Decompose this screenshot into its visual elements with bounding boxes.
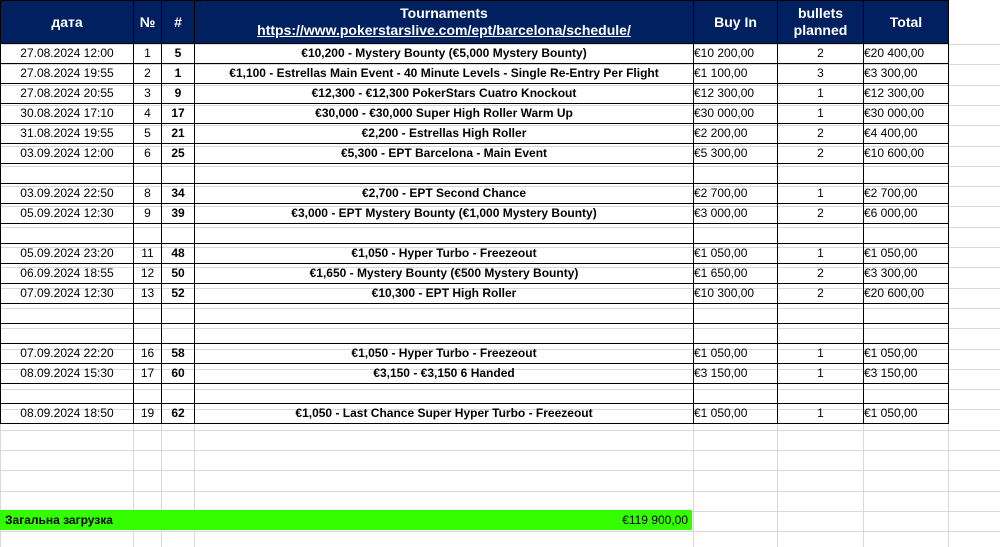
cell-buyin[interactable]: €3 000,00 — [694, 204, 778, 224]
cell-bullets[interactable] — [778, 224, 864, 244]
header-bullets[interactable] — [778, 1, 864, 44]
cell-bullets[interactable] — [778, 324, 864, 344]
gridline-horizontal — [0, 491, 1000, 492]
cell-number[interactable] — [134, 224, 162, 244]
table-row — [1, 104, 949, 124]
cell-buyin[interactable] — [694, 164, 778, 184]
cell-event-id[interactable]: 62 — [162, 404, 195, 424]
cell-event-id[interactable]: 58 — [162, 344, 195, 364]
cell-bullets[interactable]: 2 — [778, 44, 864, 64]
cell-date[interactable]: 31.08.2024 19:55 — [1, 124, 134, 144]
cell-total[interactable]: €3 300,00 — [864, 264, 949, 284]
cell-tournament-name[interactable]: €2,700 - EPT Second Chance — [195, 184, 694, 204]
table-row — [1, 144, 949, 164]
header-tournaments-title: Tournaments — [400, 5, 488, 21]
cell-tournament-name[interactable]: €10,300 - EPT High Roller — [195, 284, 694, 304]
header-event-id[interactable]: # — [162, 1, 195, 44]
cell-event-id[interactable]: 25 — [162, 144, 195, 164]
header-total[interactable]: Total — [864, 1, 949, 44]
cell-event-id[interactable]: 52 — [162, 284, 195, 304]
cell-total[interactable]: €2 700,00 — [864, 184, 949, 204]
cell-total[interactable]: €1 050,00 — [864, 244, 949, 264]
cell-number[interactable]: 19 — [134, 404, 162, 424]
cell-number[interactable] — [134, 324, 162, 344]
cell-tournament-name[interactable]: €1,050 - Hyper Turbo - Freezeout — [195, 244, 694, 264]
cell-number[interactable]: 4 — [134, 104, 162, 124]
cell-buyin[interactable]: €5 300,00 — [694, 144, 778, 164]
cell-buyin[interactable]: €3 150,00 — [694, 364, 778, 384]
cell-date[interactable] — [1, 164, 134, 184]
cell-date[interactable]: 27.08.2024 19:55 — [1, 64, 134, 84]
cell-number[interactable]: 13 — [134, 284, 162, 304]
cell-tournament-name[interactable]: €12,300 - €12,300 PokerStars Cuatro Knockout — [195, 84, 694, 104]
schedule-link[interactable]: https://www.pokerstarslive.com/ept/barcelona/schedule/ — [257, 22, 631, 38]
cell-buyin[interactable] — [694, 384, 778, 404]
cell-tournament-name[interactable]: €5,300 - EPT Barcelona - Main Event — [195, 144, 694, 164]
cell-buyin[interactable]: €1 050,00 — [694, 244, 778, 264]
cell-tournament-name[interactable]: €10,200 - Mystery Bounty (€5,000 Mystery Bounty) — [195, 44, 694, 64]
cell-event-id[interactable]: 5 — [162, 44, 195, 64]
cell-event-id[interactable]: 50 — [162, 264, 195, 284]
cell-buyin[interactable]: €1 650,00 — [694, 264, 778, 284]
cell-tournament-name[interactable]: €3,150 - €3,150 6 Handed — [195, 364, 694, 384]
cell-tournament-name[interactable]: €1,050 - Last Chance Super Hyper Turbo - Freezeout — [195, 404, 694, 424]
summary-total-value[interactable]: €119 900,00 — [622, 513, 688, 527]
cell-event-id[interactable]: 60 — [162, 364, 195, 384]
cell-event-id[interactable] — [162, 164, 195, 184]
cell-event-id[interactable]: 9 — [162, 84, 195, 104]
schedule-rows — [1, 44, 949, 424]
cell-buyin[interactable]: €12 300,00 — [694, 84, 778, 104]
table-row — [1, 204, 949, 224]
cell-buyin[interactable] — [694, 304, 778, 324]
cell-event-id[interactable]: 17 — [162, 104, 195, 124]
table-row — [1, 344, 949, 364]
header-buyin[interactable]: Buy In — [694, 1, 778, 44]
cell-buyin[interactable]: €10 300,00 — [694, 284, 778, 304]
cell-total[interactable] — [864, 304, 949, 324]
table-row — [1, 404, 949, 424]
cell-date[interactable]: 30.08.2024 17:10 — [1, 104, 134, 124]
cell-total[interactable] — [864, 384, 949, 404]
cell-total[interactable]: €4 400,00 — [864, 124, 949, 144]
header-bullets-line1: bullets — [797, 5, 844, 21]
cell-buyin[interactable]: €1 100,00 — [694, 64, 778, 84]
cell-date[interactable] — [1, 304, 134, 324]
header-bullets-line2: planned — [793, 22, 848, 38]
blank-row — [1, 164, 949, 184]
cell-bullets[interactable]: 1 — [778, 364, 864, 384]
table-row — [1, 64, 949, 84]
cell-date[interactable]: 05.09.2024 23:20 — [1, 244, 134, 264]
table-row — [1, 364, 949, 384]
table-row — [1, 244, 949, 264]
cell-total[interactable] — [864, 164, 949, 184]
cell-event-id[interactable]: 21 — [162, 124, 195, 144]
cell-tournament-name[interactable] — [195, 304, 694, 324]
cell-total[interactable]: €1 050,00 — [864, 344, 949, 364]
cell-number[interactable]: 5 — [134, 124, 162, 144]
cell-date[interactable]: 07.09.2024 22:20 — [1, 344, 134, 364]
header-row — [1, 1, 949, 44]
cell-bullets[interactable]: 1 — [778, 244, 864, 264]
cell-buyin[interactable]: €2 700,00 — [694, 184, 778, 204]
cell-event-id[interactable]: 1 — [162, 64, 195, 84]
cell-date[interactable] — [1, 224, 134, 244]
cell-number[interactable] — [134, 304, 162, 324]
cell-bullets[interactable]: 2 — [778, 124, 864, 144]
cell-bullets[interactable]: 2 — [778, 204, 864, 224]
cell-date[interactable]: 07.09.2024 12:30 — [1, 284, 134, 304]
cell-date[interactable]: 08.09.2024 18:50 — [1, 404, 134, 424]
header-number[interactable]: № — [134, 1, 162, 44]
cell-date[interactable]: 27.08.2024 20:55 — [1, 84, 134, 104]
cell-number[interactable]: 2 — [134, 64, 162, 84]
cell-total[interactable]: €3 150,00 — [864, 364, 949, 384]
cell-total[interactable]: €6 000,00 — [864, 204, 949, 224]
summary-label[interactable]: Загальна загрузка — [5, 513, 113, 527]
cell-tournament-name[interactable]: €1,650 - Mystery Bounty (€500 Mystery Bounty) — [195, 264, 694, 284]
cell-bullets[interactable]: 2 — [778, 144, 864, 164]
table-row — [1, 184, 949, 204]
cell-bullets[interactable]: 3 — [778, 64, 864, 84]
cell-event-id[interactable]: 39 — [162, 204, 195, 224]
cell-number[interactable]: 3 — [134, 84, 162, 104]
cell-date[interactable]: 27.08.2024 12:00 — [1, 44, 134, 64]
cell-buyin[interactable] — [694, 224, 778, 244]
cell-bullets[interactable]: 1 — [778, 344, 864, 364]
cell-event-id[interactable] — [162, 304, 195, 324]
cell-event-id[interactable]: 34 — [162, 184, 195, 204]
cell-date[interactable]: 03.09.2024 12:00 — [1, 144, 134, 164]
table-row — [1, 44, 949, 64]
cell-bullets[interactable]: 2 — [778, 264, 864, 284]
gridline-horizontal — [0, 450, 1000, 451]
blank-row — [1, 384, 949, 404]
cell-event-id[interactable] — [162, 384, 195, 404]
cell-number[interactable]: 11 — [134, 244, 162, 264]
cell-date[interactable]: 05.09.2024 12:30 — [1, 204, 134, 224]
cell-bullets[interactable] — [778, 384, 864, 404]
cell-number[interactable]: 1 — [134, 44, 162, 64]
table-row — [1, 284, 949, 304]
cell-date[interactable]: 03.09.2024 22:50 — [1, 184, 134, 204]
cell-buyin[interactable]: €1 050,00 — [694, 404, 778, 424]
cell-total[interactable]: €1 050,00 — [864, 404, 949, 424]
cell-bullets[interactable]: 2 — [778, 284, 864, 304]
blank-row — [1, 224, 949, 244]
table-row — [1, 264, 949, 284]
gridline-horizontal — [0, 531, 1000, 532]
cell-bullets[interactable]: 1 — [778, 84, 864, 104]
cell-tournament-name[interactable] — [195, 384, 694, 404]
cell-total[interactable]: €20 600,00 — [864, 284, 949, 304]
cell-event-id[interactable] — [162, 224, 195, 244]
cell-number[interactable] — [134, 164, 162, 184]
cell-tournament-name[interactable] — [195, 324, 694, 344]
cell-number[interactable]: 9 — [134, 204, 162, 224]
table-row — [1, 124, 949, 144]
cell-total[interactable]: €12 300,00 — [864, 84, 949, 104]
cell-buyin[interactable]: €30 000,00 — [694, 104, 778, 124]
blank-row — [1, 324, 949, 344]
cell-total[interactable]: €10 600,00 — [864, 144, 949, 164]
cell-tournament-name[interactable] — [195, 224, 694, 244]
cell-tournament-name[interactable]: €1,050 - Hyper Turbo - Freezeout — [195, 344, 694, 364]
cell-tournament-name[interactable] — [195, 164, 694, 184]
blank-row — [1, 304, 949, 324]
cell-number[interactable] — [134, 384, 162, 404]
cell-tournament-name[interactable]: €3,000 - EPT Mystery Bounty (€1,000 Mystery Bounty) — [195, 204, 694, 224]
header-tournaments[interactable] — [195, 1, 694, 44]
cell-buyin[interactable]: €10 200,00 — [694, 44, 778, 64]
cell-total[interactable]: €3 300,00 — [864, 64, 949, 84]
cell-total[interactable]: €20 400,00 — [864, 44, 949, 64]
cell-date[interactable]: 08.09.2024 15:30 — [1, 364, 134, 384]
cell-number[interactable]: 6 — [134, 144, 162, 164]
cell-bullets[interactable]: 1 — [778, 104, 864, 124]
header-date[interactable]: дата — [1, 1, 134, 44]
cell-tournament-name[interactable]: €1,100 - Estrellas Main Event - 40 Minute Levels - Single Re-Entry Per Flight — [195, 64, 694, 84]
summary-row[interactable] — [0, 510, 692, 530]
cell-buyin[interactable] — [694, 324, 778, 344]
cell-bullets[interactable] — [778, 304, 864, 324]
cell-event-id[interactable]: 48 — [162, 244, 195, 264]
gridline-horizontal — [0, 470, 1000, 471]
cell-number[interactable]: 12 — [134, 264, 162, 284]
cell-event-id[interactable] — [162, 324, 195, 344]
cell-buyin[interactable]: €1 050,00 — [694, 344, 778, 364]
gridline-horizontal — [0, 430, 1000, 431]
cell-bullets[interactable]: 1 — [778, 184, 864, 204]
cell-date[interactable] — [1, 384, 134, 404]
cell-tournament-name[interactable]: €30,000 - €30,000 Super High Roller Warm Up — [195, 104, 694, 124]
cell-total[interactable] — [864, 324, 949, 344]
cell-tournament-name[interactable]: €2,200 - Estrellas High Roller — [195, 124, 694, 144]
cell-bullets[interactable] — [778, 164, 864, 184]
cell-number[interactable]: 16 — [134, 344, 162, 364]
cell-total[interactable] — [864, 224, 949, 244]
cell-bullets[interactable]: 1 — [778, 404, 864, 424]
table-row — [1, 84, 949, 104]
cell-number[interactable]: 17 — [134, 364, 162, 384]
cell-date[interactable] — [1, 324, 134, 344]
cell-number[interactable]: 8 — [134, 184, 162, 204]
cell-date[interactable]: 06.09.2024 18:55 — [1, 264, 134, 284]
cell-buyin[interactable]: €2 200,00 — [694, 124, 778, 144]
cell-total[interactable]: €30 000,00 — [864, 104, 949, 124]
